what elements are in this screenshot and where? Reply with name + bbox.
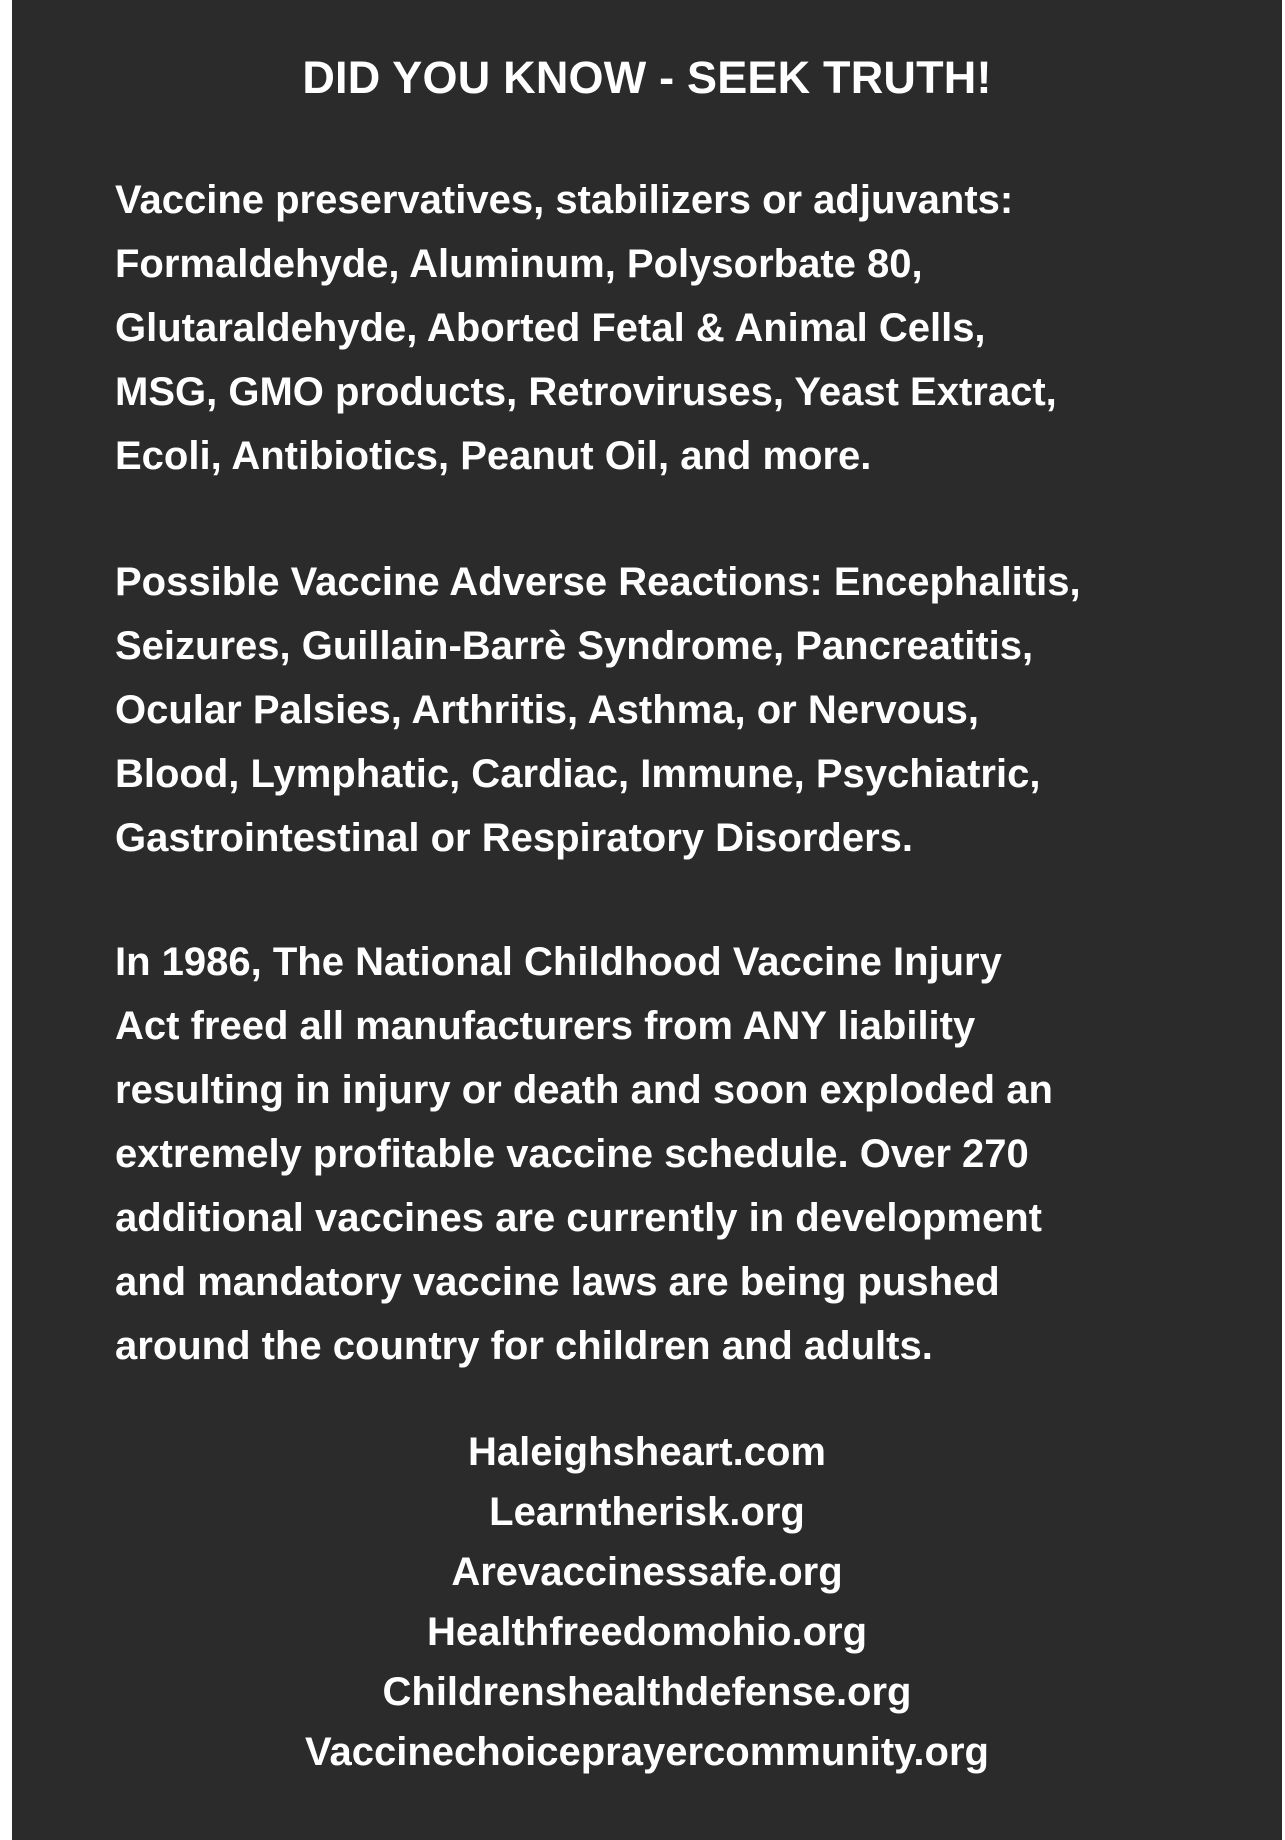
website-link[interactable]: Childrenshealthdefense.org	[382, 1670, 912, 1714]
website-link[interactable]: Vaccinechoiceprayercommunity.org	[305, 1730, 989, 1774]
paragraph-ingredients	[115, 168, 1245, 488]
paragraph-line: Gastrointestinal or Respiratory Disorders.	[115, 816, 914, 860]
paragraph-line: Blood, Lymphatic, Cardiac, Immune, Psychiatric,	[115, 752, 1041, 796]
website-link[interactable]: Arevaccinessafe.org	[451, 1550, 843, 1594]
paragraph-line: extremely profitable vaccine schedule. Over 270	[115, 1132, 1029, 1176]
paragraph-line: Glutaraldehyde, Aborted Fetal & Animal Cells,	[115, 306, 986, 350]
paragraph-line: Act freed all manufacturers from ANY liability	[115, 1004, 976, 1048]
website-list	[12, 1422, 1282, 1782]
paragraph-line: Vaccine preservatives, stabilizers or adjuvants:	[115, 178, 1014, 222]
website-link[interactable]: Healthfreedomohio.org	[426, 1610, 868, 1654]
paragraph-reactions	[115, 550, 1245, 870]
paragraph-liability	[115, 930, 1245, 1378]
paragraph-line: resulting in injury or death and soon exploded an	[115, 1068, 1053, 1112]
flyer-page	[12, 0, 1282, 1840]
website-link[interactable]: Learntherisk.org	[489, 1490, 805, 1534]
paragraph-line: Ecoli, Antibiotics, Peanut Oil, and more.	[115, 434, 872, 478]
paragraph-line: In 1986, The National Childhood Vaccine Injury	[115, 940, 1002, 984]
website-link[interactable]: Haleighsheart.com	[468, 1430, 826, 1474]
paragraph-line: Seizures, Guillain-Barrè Syndrome, Pancreatitis,	[115, 624, 1034, 668]
paragraph-line: MSG, GMO products, Retroviruses, Yeast Extract,	[115, 370, 1057, 414]
paragraph-line: additional vaccines are currently in development	[115, 1196, 1042, 1240]
paragraph-line: Possible Vaccine Adverse Reactions: Encephalitis,	[115, 560, 1081, 604]
paragraph-line: Formaldehyde, Aluminum, Polysorbate 80,	[115, 242, 923, 286]
paragraph-line: Ocular Palsies, Arthritis, Asthma, or Nervous,	[115, 688, 979, 732]
paragraph-line: and mandatory vaccine laws are being pushed	[115, 1260, 1000, 1304]
paragraph-line: around the country for children and adults.	[115, 1324, 933, 1368]
page-title: DID YOU KNOW - SEEK TRUTH!	[302, 52, 992, 103]
